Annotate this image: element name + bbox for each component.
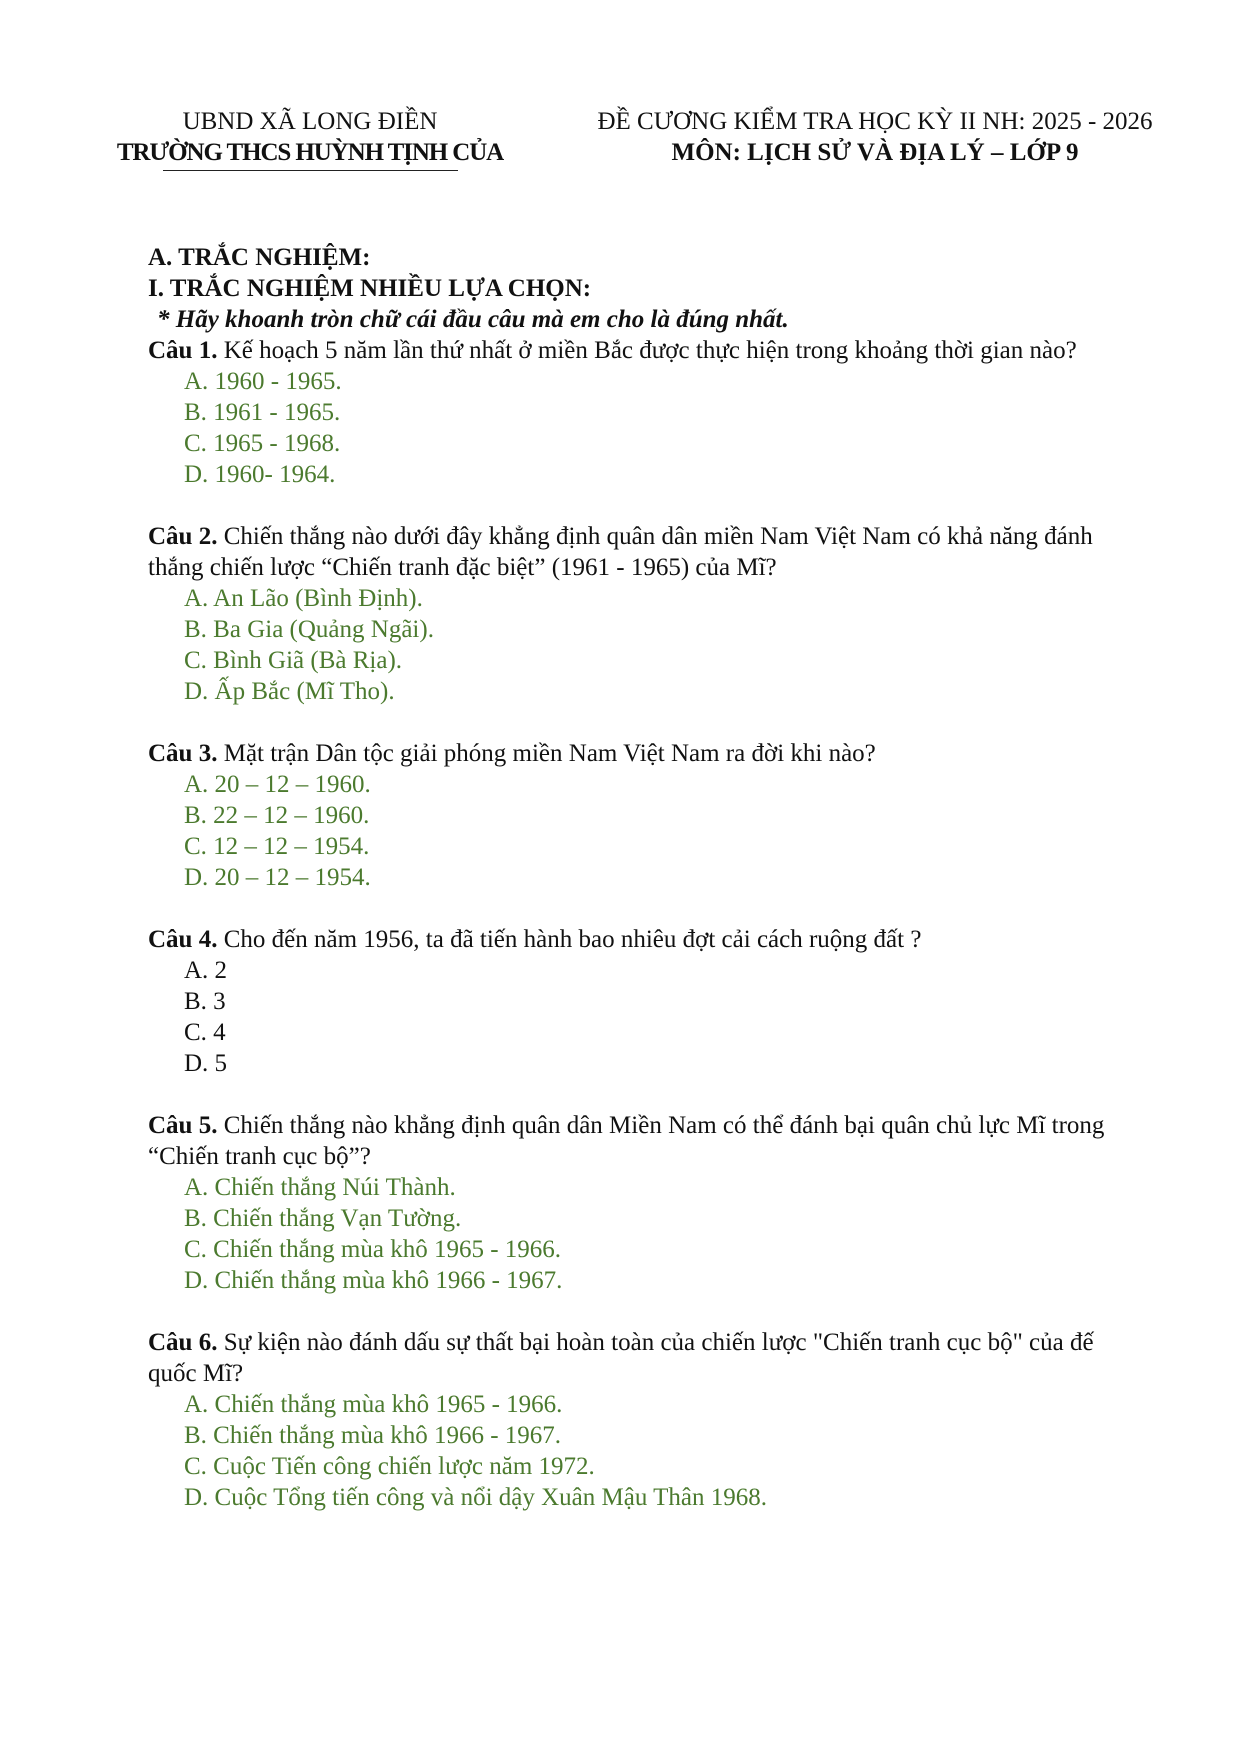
header-right — [560, 106, 1190, 168]
question-3 — [148, 738, 1138, 893]
question-text — [148, 1327, 1138, 1389]
question-5 — [148, 1110, 1138, 1296]
option-a: A. Chiến thắng mùa khô 1965 - 1966. — [184, 1391, 563, 1418]
option-b: B. Chiến thắng mùa khô 1966 - 1967. — [184, 1422, 562, 1449]
district-name: UBND XÃ LONG ĐIỀN — [182, 108, 438, 135]
option-c: C. Cuộc Tiến công chiến lược năm 1972. — [184, 1453, 595, 1480]
question-body: Chiến thắng nào dưới đây khẳng định quân dân miền Nam Việt Nam có khả năng đánh thắng chiến lược “Chiến tranh đặc biệt” (1961 - 1965) của Mĩ? — [148, 523, 1093, 581]
question-number: Câu 3. — [148, 740, 218, 767]
option-a: A. 2 — [184, 957, 228, 984]
header-left — [90, 106, 530, 171]
question-text — [148, 335, 1138, 366]
question-text — [148, 738, 1138, 769]
section-i-heading: I. TRẮC NGHIỆM NHIỀU LỰA CHỌN: — [148, 275, 592, 302]
question-number: Câu 4. — [148, 926, 218, 953]
option-a: A. 20 – 12 – 1960. — [184, 771, 371, 798]
question-body: Chiến thắng nào khẳng định quân dân Miền Nam có thể đánh bại quân chủ lực Mĩ trong “Chiến tranh cục bộ”? — [148, 1112, 1105, 1170]
option-b: B. Ba Gia (Quảng Ngãi). — [184, 616, 434, 643]
question-text — [148, 521, 1138, 583]
question-body: Cho đến năm 1956, ta đã tiến hành bao nhiêu đợt cải cách ruộng đất ? — [223, 926, 922, 953]
header-underline — [163, 170, 458, 171]
question-body: Mặt trận Dân tộc giải phóng miền Nam Việt Nam ra đời khi nào? — [223, 740, 876, 767]
option-a: A. Chiến thắng Núi Thành. — [184, 1174, 456, 1201]
option-c: C. 1965 - 1968. — [184, 430, 341, 457]
option-b: B. Chiến thắng Vạn Tường. — [184, 1205, 462, 1232]
question-number: Câu 5. — [148, 1112, 218, 1139]
question-body: Kế hoạch 5 năm lần thứ nhất ở miền Bắc được thực hiện trong khoảng thời gian nào? — [223, 337, 1077, 364]
question-text — [148, 924, 1138, 955]
exam-content — [148, 242, 1138, 1544]
instruction-text: * Hãy khoanh tròn chữ cái đầu câu mà em cho là đúng nhất. — [157, 306, 789, 333]
exam-title: ĐỀ CƯƠNG KIỂM TRA HỌC KỲ II NH: 2025 - 2026 — [597, 108, 1153, 135]
option-c: C. 4 — [184, 1019, 226, 1046]
option-b: B. 22 – 12 – 1960. — [184, 802, 370, 829]
option-d: D. 5 — [184, 1050, 228, 1077]
question-2 — [148, 521, 1138, 707]
option-d: D. Ấp Bắc (Mĩ Tho). — [184, 678, 395, 705]
question-number: Câu 1. — [148, 337, 218, 364]
question-1 — [148, 335, 1138, 490]
option-c: C. Chiến thắng mùa khô 1965 - 1966. — [184, 1236, 562, 1263]
question-text — [148, 1110, 1138, 1172]
option-d: D. 20 – 12 – 1954. — [184, 864, 371, 891]
subject-title: MÔN: LỊCH SỬ VÀ ĐỊA LÝ – LỚP 9 — [671, 139, 1079, 166]
option-c: C. 12 – 12 – 1954. — [184, 833, 370, 860]
school-name: TRƯỜNG THCS HUỲNH TỊNH CỦA — [116, 139, 504, 166]
question-4 — [148, 924, 1138, 1079]
question-number: Câu 2. — [148, 523, 218, 550]
option-a: A. 1960 - 1965. — [184, 368, 342, 395]
option-a: A. An Lão (Bình Định). — [184, 585, 423, 612]
question-number: Câu 6. — [148, 1329, 218, 1356]
option-c: C. Bình Giã (Bà Rịa). — [184, 647, 403, 674]
section-a-heading: A. TRẮC NGHIỆM: — [148, 244, 371, 271]
option-d: D. Cuộc Tổng tiến công và nổi dậy Xuân Mậu Thân 1968. — [184, 1484, 768, 1511]
question-body: Sự kiện nào đánh dấu sự thất bại hoàn toàn của chiến lược "Chiến tranh cục bộ" của đế quốc Mĩ? — [148, 1329, 1094, 1387]
option-b: B. 1961 - 1965. — [184, 399, 341, 426]
option-b: B. 3 — [184, 988, 226, 1015]
question-6 — [148, 1327, 1138, 1513]
option-d: D. 1960- 1964. — [184, 461, 336, 488]
option-d: D. Chiến thắng mùa khô 1966 - 1967. — [184, 1267, 563, 1294]
